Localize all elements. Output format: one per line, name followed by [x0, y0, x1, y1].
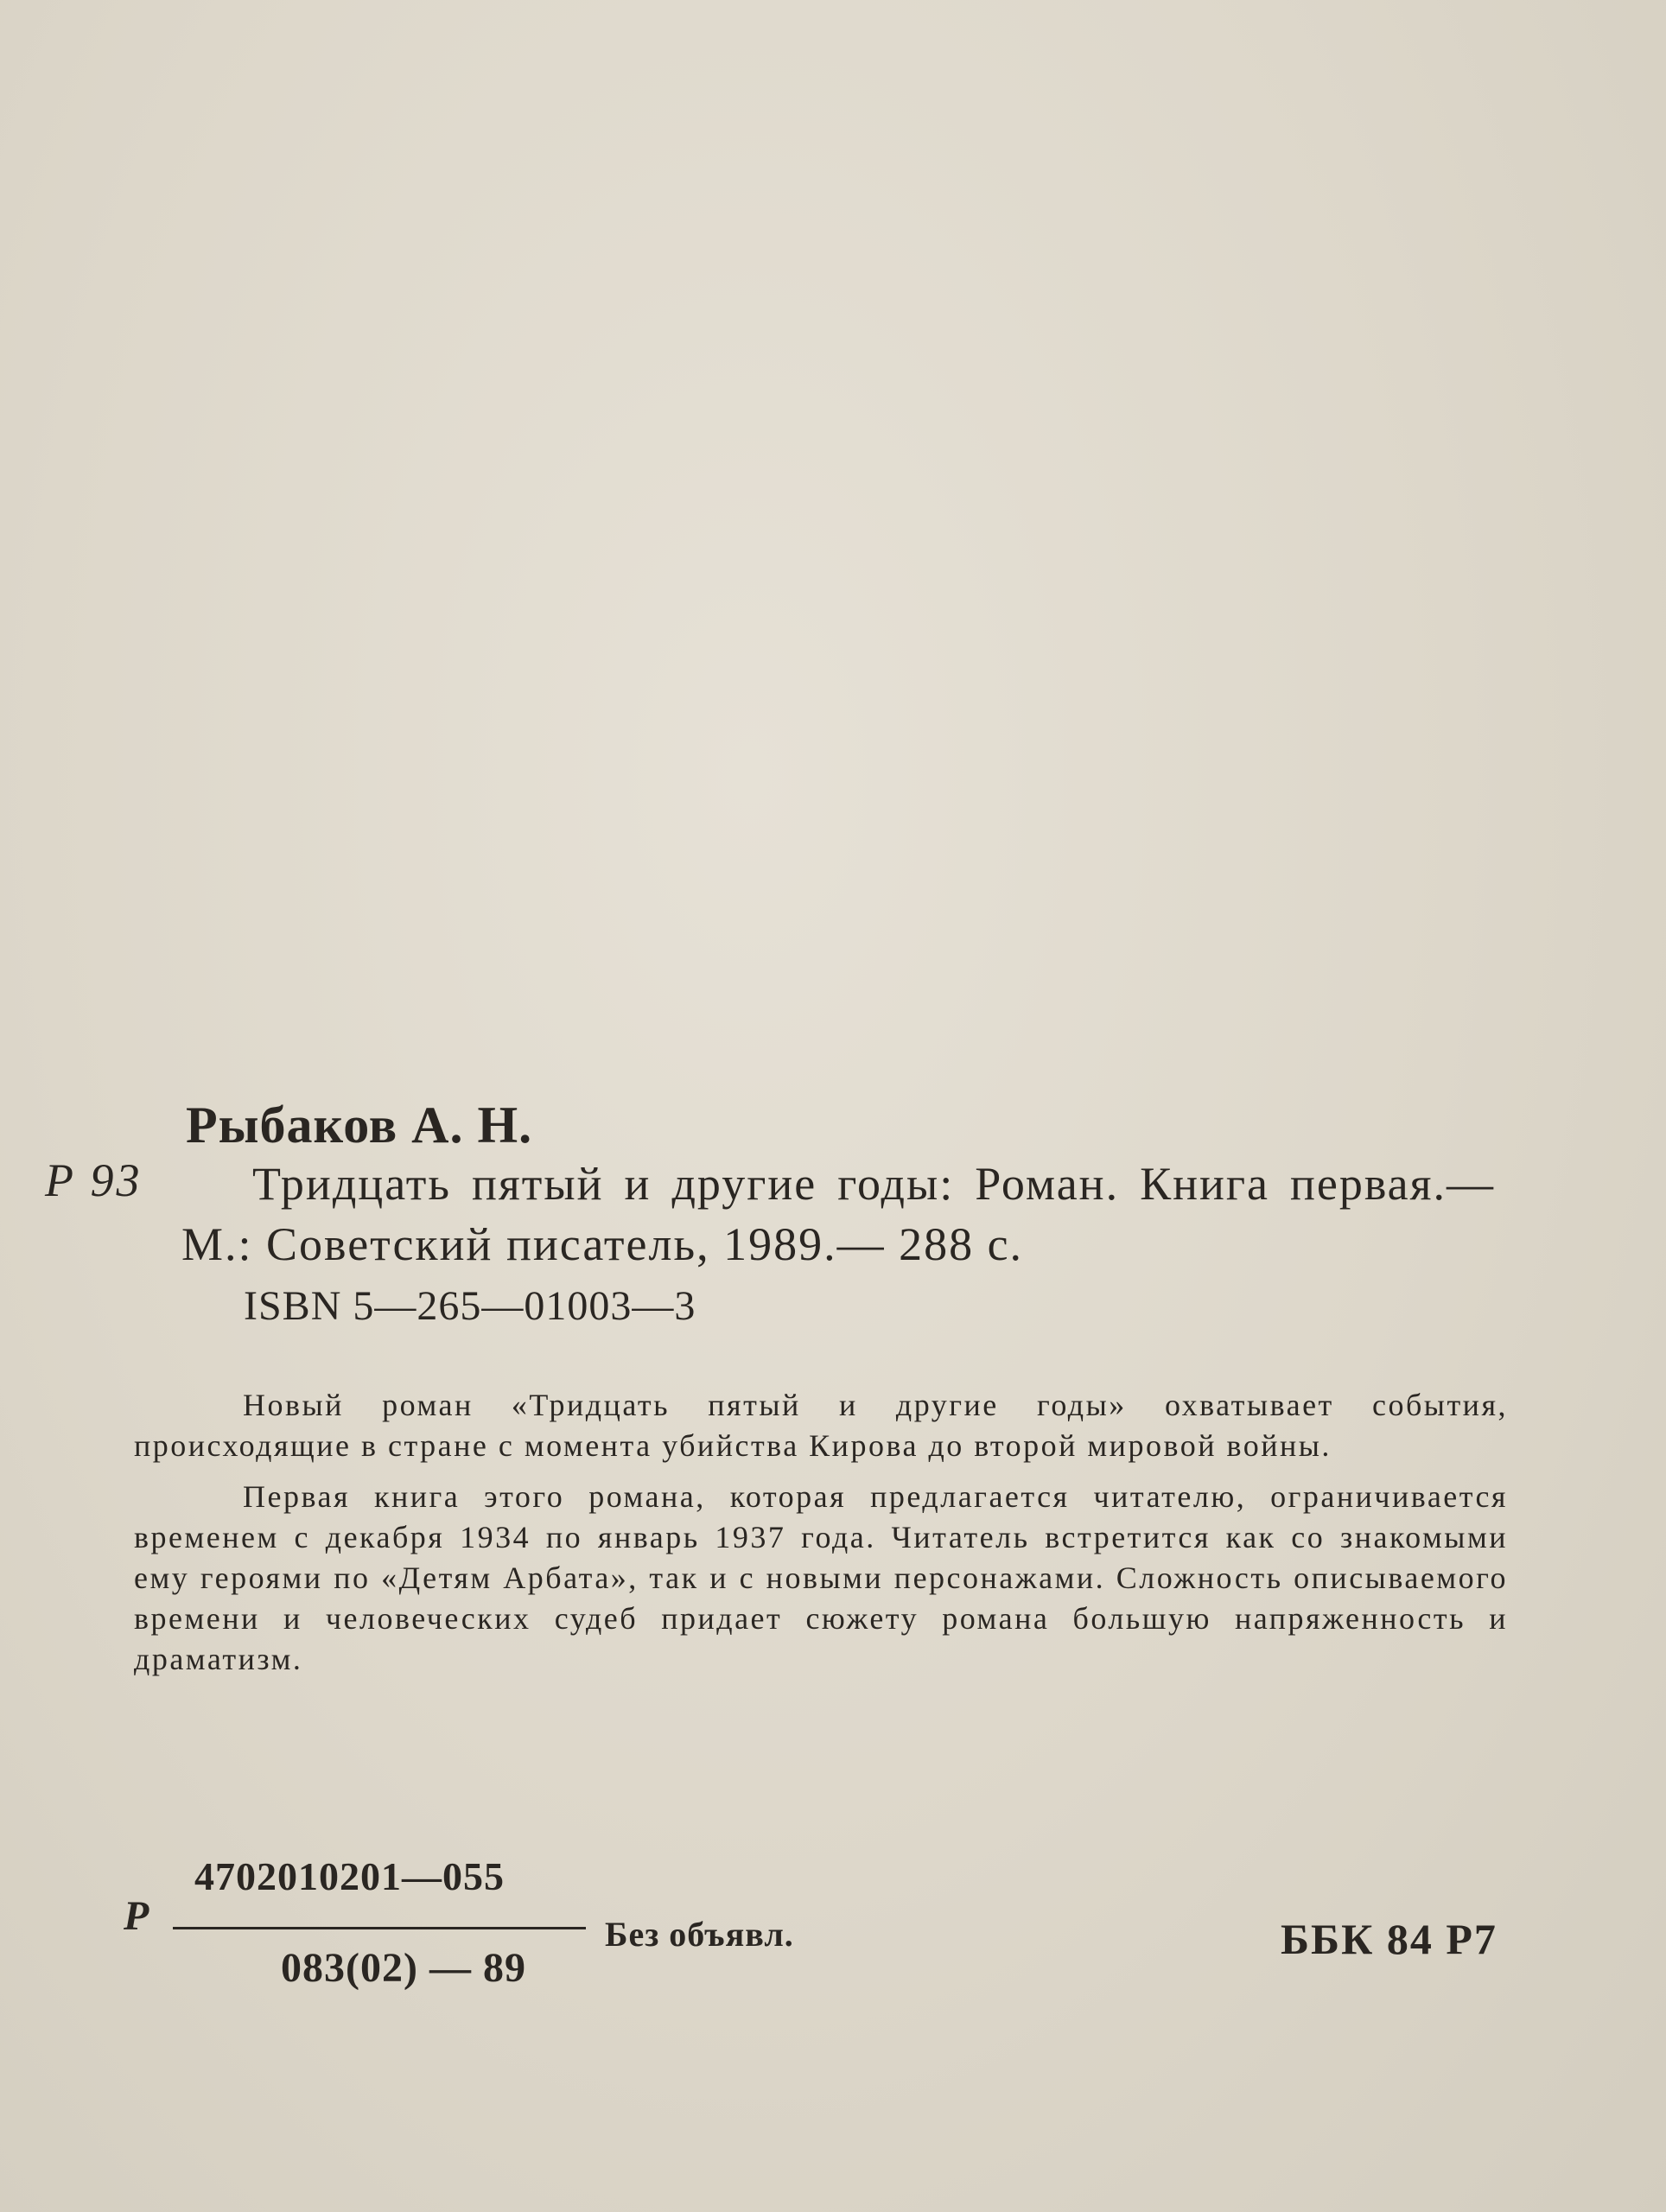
- isbn: ISBN 5—265—01003—3: [244, 1283, 696, 1329]
- annotation-paragraph-2: Первая книга этого романа, которая предлагается читателю, ограничивается временем с декабря 1934 по январь 1937 года. Читатель встретится как со знакомыми ему героями по «Детям Арбата», так и с новыми персонажами. Сложность описываемого времени и человеческих судеб придает сюжету романа большую напряженность и драматизм.: [134, 1479, 1508, 1676]
- author-name: Рыбаков А. Н.: [186, 1096, 533, 1154]
- footer-letter: Р: [124, 1893, 149, 1939]
- classification-code: Р 93: [45, 1154, 143, 1206]
- index-numerator: 4702010201—055: [194, 1854, 505, 1898]
- bibliographic-entry: Тридцать пятый и другие годы: Роман. Книга первая.— М.: Советский писатель, 1989.— 288 с.: [181, 1158, 1495, 1270]
- bbk-code: ББК 84 Р7: [1281, 1915, 1497, 1963]
- annotation: [134, 1385, 1508, 1680]
- index-denominator: 083(02) — 89: [281, 1945, 526, 1991]
- no-announcement-note: Без объявл.: [605, 1915, 794, 1954]
- annotation-paragraph-1: Новый роман «Тридцать пятый и другие годы» охватывает события, происходящие в стране с момента убийства Кирова до второй мировой войны.: [134, 1388, 1508, 1463]
- fraction-divider: [173, 1927, 586, 1929]
